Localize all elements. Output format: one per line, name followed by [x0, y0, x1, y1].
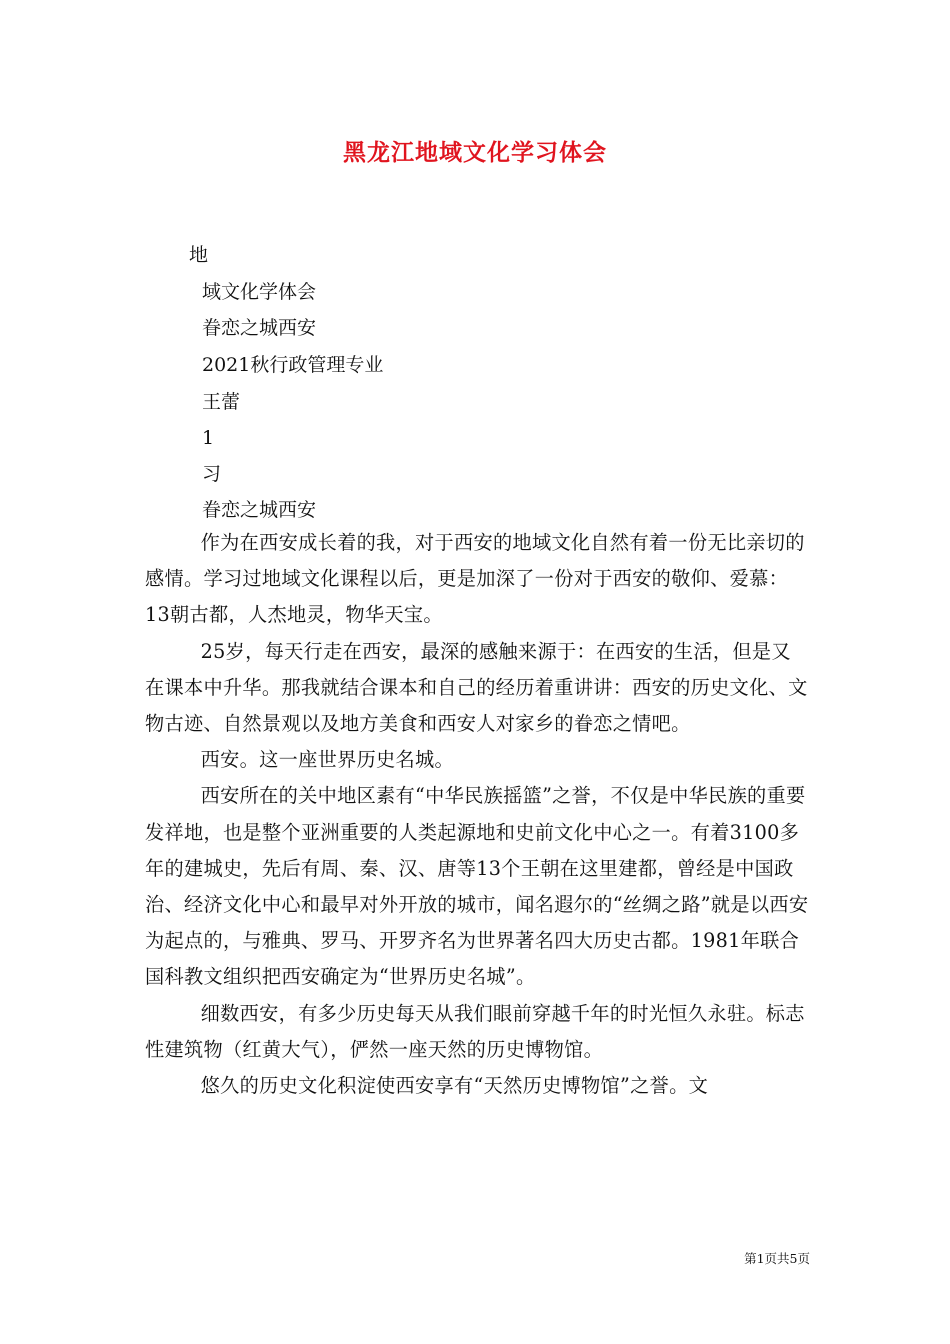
document-title: 黑龙江地域文化学习体会: [343, 139, 607, 166]
header-line: 2021秋行政管理专业: [202, 354, 384, 376]
document-body: [145, 525, 810, 1104]
body-paragraph: 西安所在的关中地区素有“中华民族摇篮”之誉，不仅是中华民族的重要发祥地，也是整个亚洲重要的人类起源地和史前文化中心之一。有着3100多年的建城史，先后有周、秦、汉、唐等13个王朝在这里建都，曾经是中国政治、经济文化中心和最早对外开放的城市，闻名遐尔的“丝绸之路”就是以西安为起点的，与雅典、罗马、开罗齐名为世界著名四大历史古都。1981年联合国科教文组织把西安确定为“世界历史名城”。: [145, 784, 809, 989]
header-line: 眷恋之城西安: [202, 317, 317, 339]
body-paragraph: 西安。这一座世界历史名城。: [200, 748, 455, 772]
header-line: 习: [202, 463, 222, 485]
header-line: 王蕾: [202, 391, 241, 413]
header-line: 域文化学体会: [202, 281, 317, 303]
body-paragraph: 作为在西安成长着的我，对于西安的地域文化自然有着一份无比亲切的感情。学习过地域文化课程以后，更是加深了一份对于西安的敬仰、爱慕：13朝古都，人杰地灵，物华天宝。: [145, 531, 805, 627]
body-paragraph: 25岁，每天行走在西安，最深的感触来源于：在西安的生活，但是又在课本中升华。那我就结合课本和自己的经历着重讲讲：西安的历史文化、文物古迹、自然景观以及地方美食和西安人对家乡的眷恋之情吧。: [145, 639, 808, 736]
header-line: 1: [202, 427, 215, 449]
page-number-footer: 第1页共5页: [744, 1251, 810, 1266]
body-paragraph: 悠久的历史文化积淀使西安享有“天然历史博物馆”之誉。文: [200, 1074, 709, 1098]
body-paragraph: 细数西安，有多少历史每天从我们眼前穿越千年的时光恒久永驻。标志性建筑物（红黄大气），俨然一座天然的历史博物馆。: [145, 1001, 805, 1061]
header-line: 地: [189, 244, 209, 266]
header-line: 眷恋之城西安: [202, 499, 317, 521]
